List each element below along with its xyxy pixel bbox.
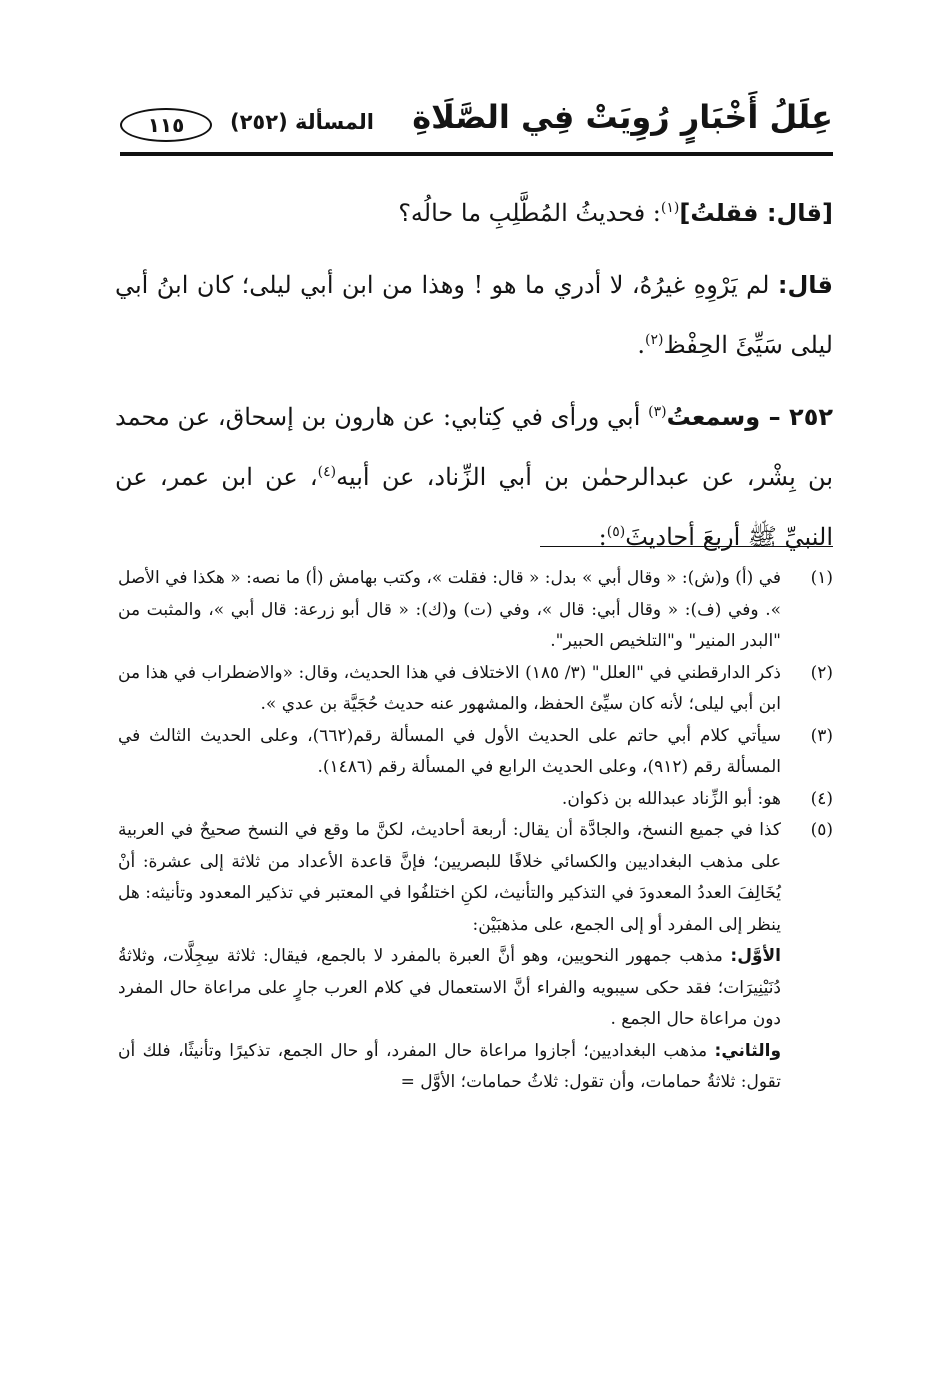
- footnote: [118, 563, 833, 658]
- footnote-ref-4: (٤): [317, 464, 337, 480]
- page-number: ١١٥: [120, 108, 212, 142]
- main-text: [115, 183, 833, 567]
- footnote-ref-1: (١): [660, 200, 680, 216]
- paragraph-issue: [115, 387, 833, 567]
- paragraph-answer: [115, 255, 833, 375]
- footnote: [118, 721, 833, 784]
- paragraph-question: [115, 183, 833, 243]
- header-rule: [120, 152, 833, 156]
- issue-text-cont: ، عن ابن عمر، عن النبيِّ ﷺ أربعَ أحاديثَ: [115, 463, 833, 551]
- footnote-first-view: [118, 941, 781, 1036]
- question-text: : فحديثُ المُطَّلِبِ ما حالُه؟: [398, 199, 661, 227]
- speaker-label: [قال: فقلتُ]: [679, 199, 833, 227]
- footnote-text: هو: أبو الزِّناد عبدالله بن ذكوان.: [561, 788, 781, 809]
- footnote-ref-5: (٥): [606, 524, 626, 540]
- footnote-number: (٣): [810, 725, 833, 746]
- first-view-label: الأوَّل:: [730, 946, 782, 966]
- footnotes: [118, 563, 833, 1099]
- footnote-number: (٢): [810, 662, 833, 683]
- second-view-text: مذهب البغداديين؛ أجازوا مراعاة حال المفرد، أو حال الجمع، تذكيرًا وتأنيثًا، فلك أن تقول: ثلاثةُ حمامات، وأن تقول: ثلاثُ حمامات؛ الأوَّل =: [118, 1040, 781, 1092]
- answer-end: .: [637, 331, 646, 359]
- running-header: [120, 96, 833, 146]
- first-view-text: مذهب جمهور النحويين، وهو أنَّ العبرة بالمفرد لا بالجمع، فيقال: ثلاثة سِجِلَّات، وثلاثةُ دُنَيْنِيرَات؛ فقد حكى سيبويه والفراء أنَّ الاستعمال في كلام العرب جارٍ على مراعاة حال المفرد دون مراعاة حال الجمع .: [118, 946, 781, 1029]
- answer-text: لم يَرْوِهِ غيرُهُ، لا أدري ما هو ! وهذا من ابن أبي ليلى؛ كان ابنُ أبي ليلى سَيِّئَ الحِفْظ: [115, 271, 833, 359]
- footnote-intro: كذا في جميع النسخ، والجادَّة أن يقال: أربعة أحاديث، لكنَّ ما وقع في النسخ صحيحٌ في العربية على مذهب البغداديين والكسائي خلافًا للبصريين؛ فإنَّ قاعدة الأعداد من ثلاثة إلى عشرة: أنْ يُخَالِفَ العددُ المعدودَ في التذكير والتأنيث، لكنِ اختلفُوا في المعتبر في تذكير المعدود وتأنيثه: هل ينظر إلى المفرد أو إلى الجمع، على مذهبَيْن:: [118, 820, 781, 935]
- footnote: [118, 815, 833, 1099]
- footnote-text: في (أ) و(ش): « وقال أبي » بدل: « قال: فقلت »، وكتب بهامش (أ) ما نصه: « هكذا في الأصل ». وفي (ف): « وقال أبي: قال »، وفي (ت) و(ك): « قال أبو زرعة: قال أبي »، والمثبت من "البدر المنير" و"التلخيص الحبير".: [118, 568, 781, 651]
- footnote-number: (٥): [810, 820, 833, 840]
- footnote-text: ذكر الدارقطني في "العلل" (٣/ ١٨٥) الاختلاف في هذا الحديث، وقال: «والاضطراب في هذا من ابن أبي ليلى؛ لأنه كان سيِّئ الحفظ، والمشهور عنه حديث حُجَيَّة بن عدي ».: [118, 662, 781, 714]
- footnote-number: (٤): [810, 788, 833, 809]
- book-title: عِلَلُ أَخْبَارٍ رُوِيَتْ فِي الصَّلَاةِ: [412, 98, 833, 136]
- footnote-separator: [540, 546, 833, 547]
- footnote: [118, 784, 833, 816]
- footnote-second-view: [118, 1036, 781, 1099]
- footnote: [118, 658, 833, 721]
- second-view-label: والثاني:: [714, 1040, 782, 1061]
- footnote-ref-3: (٣): [648, 404, 667, 420]
- speaker-label: قال:: [777, 271, 833, 299]
- footnote-ref-2: (٢): [645, 332, 664, 348]
- issue-text: أبي ورأى في كِتابي: عن هارون بن إسحاق، عن محمد بن بِشْر، عن عبدالرحمٰن بن أبي الزِّناد، عن أبيه: [115, 403, 833, 491]
- footnote-number: (١): [810, 568, 833, 588]
- issue-end: :: [598, 523, 607, 551]
- footnote-text: [118, 815, 781, 1099]
- issue-lead: ٢٥٢ – وسمعتُ: [666, 403, 833, 431]
- footnote-text: سيأتي كلام أبي حاتم على الحديث الأول في المسألة رقم(٦٦٢)، وعلى الحديث الثالث في المسألة رقم (٩١٢)، وعلى الحديث الرابع في المسألة رقم (١٤٨٦).: [118, 725, 781, 777]
- issue-label: المسألة (٢٥٢): [230, 110, 375, 134]
